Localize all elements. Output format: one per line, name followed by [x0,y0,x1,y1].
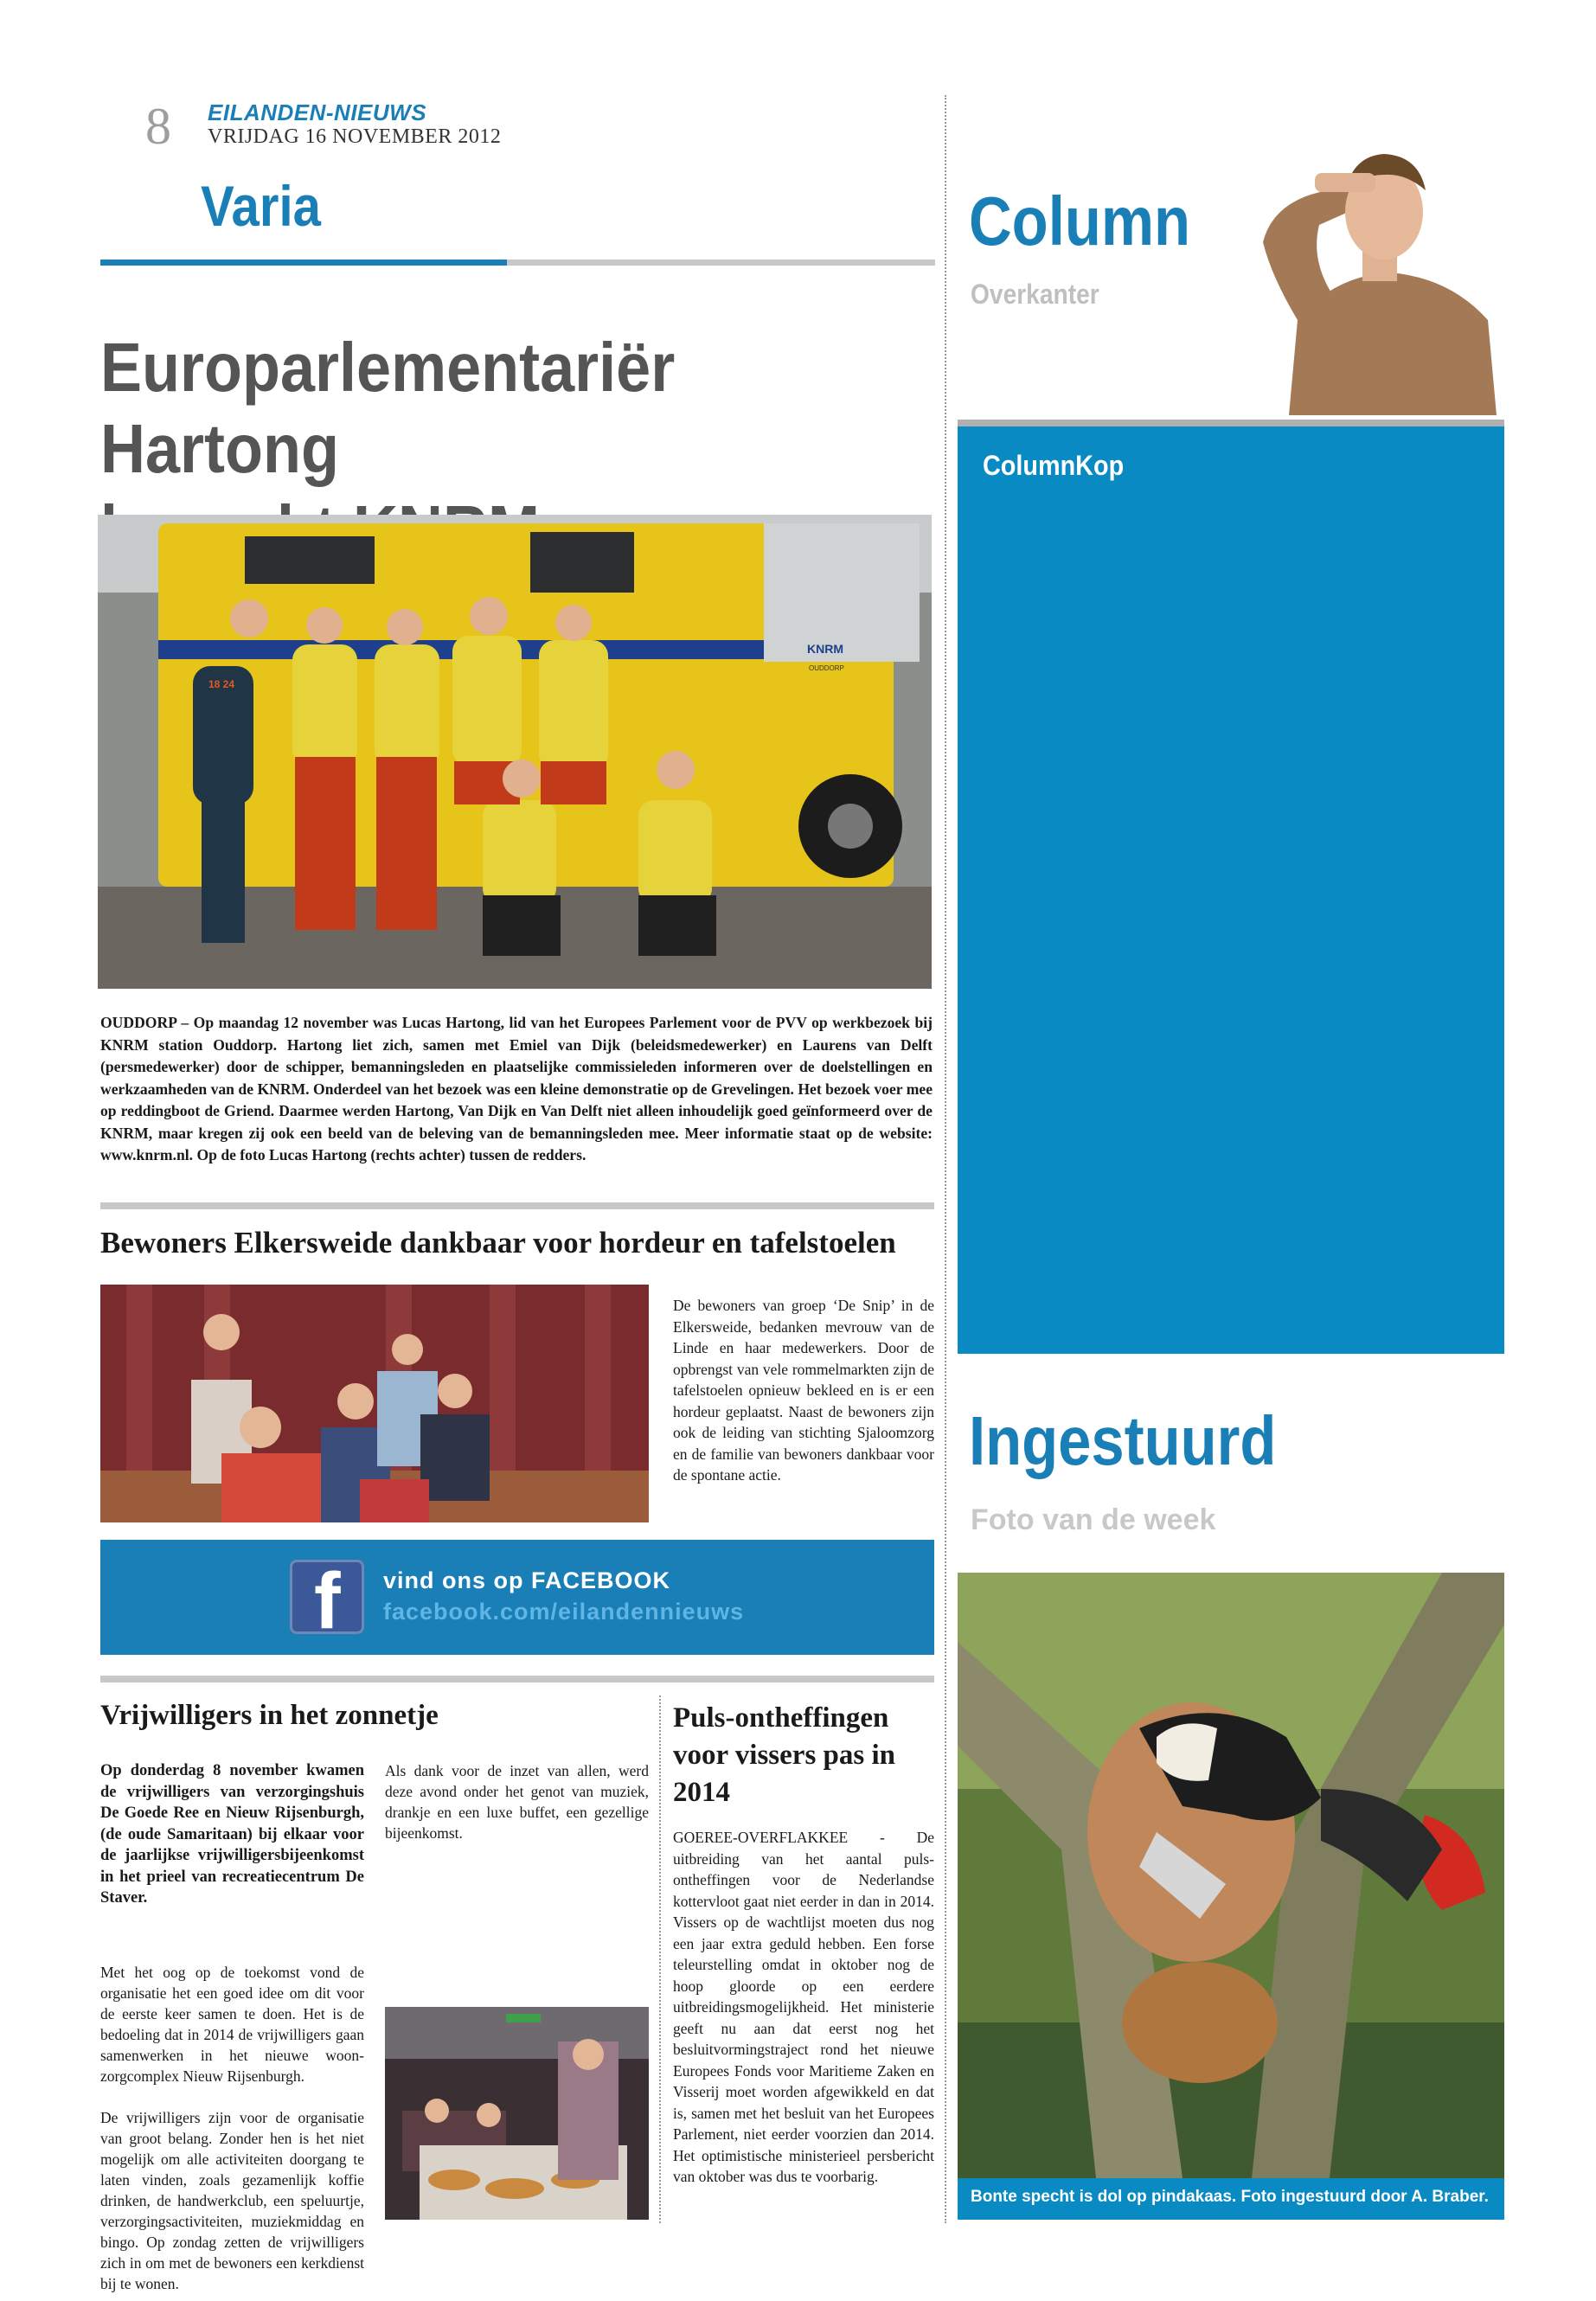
truck-label: KNRM [807,642,843,656]
woodpecker-photo [958,1573,1504,2178]
section-rule-accent [100,260,507,266]
column-title: Column [969,183,1191,260]
article3-body-col2 [385,1760,649,1843]
columnist-photo [1237,121,1505,415]
article-divider [100,1202,934,1209]
jacket-number: 18 24 [208,678,235,690]
facebook-banner[interactable] [100,1540,934,1655]
article2-body: De bewoners van groep ‘De Snip’ in de Elkersweide, bedanken mevrouw van de Linde en haar medewerkers. Door de opbrengst van vele rommelmarkten zijn de tafelstoelen opnieuw bekleed en is er een hordeur geplaatst. Naast de bewoners zijn ook de leiding van stichting Sjaloomzorg en de familie van bewoners dankbaar voor de spontane actie. [673,1297,934,1484]
article3-paragraph: Als dank voor de inzet van allen, werd deze avond onder het genot van muziek, drankje en een luxe buffet, een gezellige bijeenkomst. [385,1762,649,1842]
facebook-cta: vind ons op FACEBOOK [383,1567,671,1593]
article-divider [100,1676,934,1682]
section-rule [507,260,935,266]
article3-body-col1 [100,1962,364,2294]
article3-lead: Op donderdag 8 november kwamen de vrijwilligers van verzorgingshuis De Goede Ree en Nieuw Rijsenburgh, (de oude Samaritaan) bij elkaar voor de jaarlijkse vrijwilligersbijeenkomst in het prieel van recreatiecentrum De Staver. [100,1762,364,1907]
facebook-url[interactable]: facebook.com/eilandennieuws [383,1599,745,1625]
truck-sublabel: OUDDORP [809,664,844,672]
facebook-icon[interactable]: f [290,1560,364,1634]
article2-headline: Bewoners Elkersweide dankbaar voor hordeur en tafelstoelen [100,1226,896,1259]
article4-headline: Puls-ontheffingen voor vissers pas in 2014 [673,1702,896,1808]
page-number: 8 [145,98,171,155]
elkersweide-photo [100,1285,649,1522]
lead-headline-line1: Europarlementariër Hartong [100,329,676,487]
lead-article-body: OUDDORP – Op maandag 12 november was Lucas Hartong, lid van het Europees Parlement voor de PVV op werkbezoek bij KNRM station Ouddorp. Hartong liet zich, samen met Emiel van Dijk (beleidsmedewerker) en Laurens van Delft (persmedewerker) door de schipper, bemanningsleden en plaatselijke commissieleden informeren over de doelstellingen en werkzaamheden van de KNRM. Onderdeel van het bezoek was een kleine demonstratie op de Grevelingen. Het bezoek voer mee op reddingboot de Griend. Daarmee werden Hartong, Van Dijk en Van Delft niet alleen inhoudelijk goed geïnformeerd over de KNRM, maar kregen zij ook een beeld van de beleving van de bemanningsleden mee. Meer informatie staat op de website: www.knrm.nl. Op de foto Lucas Hartong (rechts achter) tussen de redders. [100,1014,933,1163]
masthead-logo: EILANDEN-NIEUWS [208,99,427,125]
column-subtitle: Overkanter [971,279,1099,310]
ingestuurd-title: Ingestuurd [969,1402,1277,1479]
photo-caption: Bonte specht is dol op pindakaas. Foto ingestuurd door A. Braber. [971,2188,1489,2206]
column-separator [945,95,946,2223]
column-separator [659,1695,661,2223]
article3-paragraph: De vrijwilligers zijn voor de organisatie van groot belang. Zonder hen is het niet mogelijk om alle activiteiten doorgang te laten vinden, zoals gezamenlijk koffie drinken, de handwerkclub, een speluurtje, verzorgingsactiviteiten, muziekmiddag en bingo. Op zondag zetten de vrijwilligers zich in om met de bewoners een kerkdienst bij te wonen. [100,2109,364,2292]
knrm-crew-photo [98,515,932,989]
ingestuurd-subtitle: Foto van de week [971,1503,1216,1536]
article4-body: GOEREE-OVERFLAKKEE - De uitbreiding van het aantal puls-ontheffingen voor de Nederlandse kottervloot gaat niet eerder in dan in 2014. Vissers op de wachtlijst moeten dus nog een jaar extra geduld hebben. Een forse teleurstelling omdat in oktober nog de hoop gloorde op een eerdere uitbreidingsmogelijkheid. Het ministerie geeft nu aan dat eerst nog het besluitvormingstraject rond het nieuwe Europees Fonds voor Maritieme Zaken en Visserij moet worden afgewikkeld en dat is, samen met het besluit van het Europees Parlement, niet eerder voorzien dan 2014. Het optimistische ministerieel persbericht van oktober was dus te voorbarig. [673,1829,934,2185]
volunteers-buffet-photo [385,2007,649,2220]
column-content-box [958,420,1504,1354]
photo-caption-bar [958,2178,1504,2220]
section-title: Varia [201,174,321,238]
column-heading: ColumnKop [983,450,1125,481]
dateline: VRIJDAG 16 NOVEMBER 2012 [208,125,502,148]
article3-paragraph: Met het oog op de toekomst vond de organisatie het een goed idee om dit voor de eerste keer samen te doen. Het is de bedoeling dat in 2014 de vrijwilligers gaan samenwerken in het nieuwe woon-zorgcomplex Nieuw Rijsenburgh. [100,1964,364,2085]
article3-headline: Vrijwilligers in het zonnetje [100,1700,439,1731]
